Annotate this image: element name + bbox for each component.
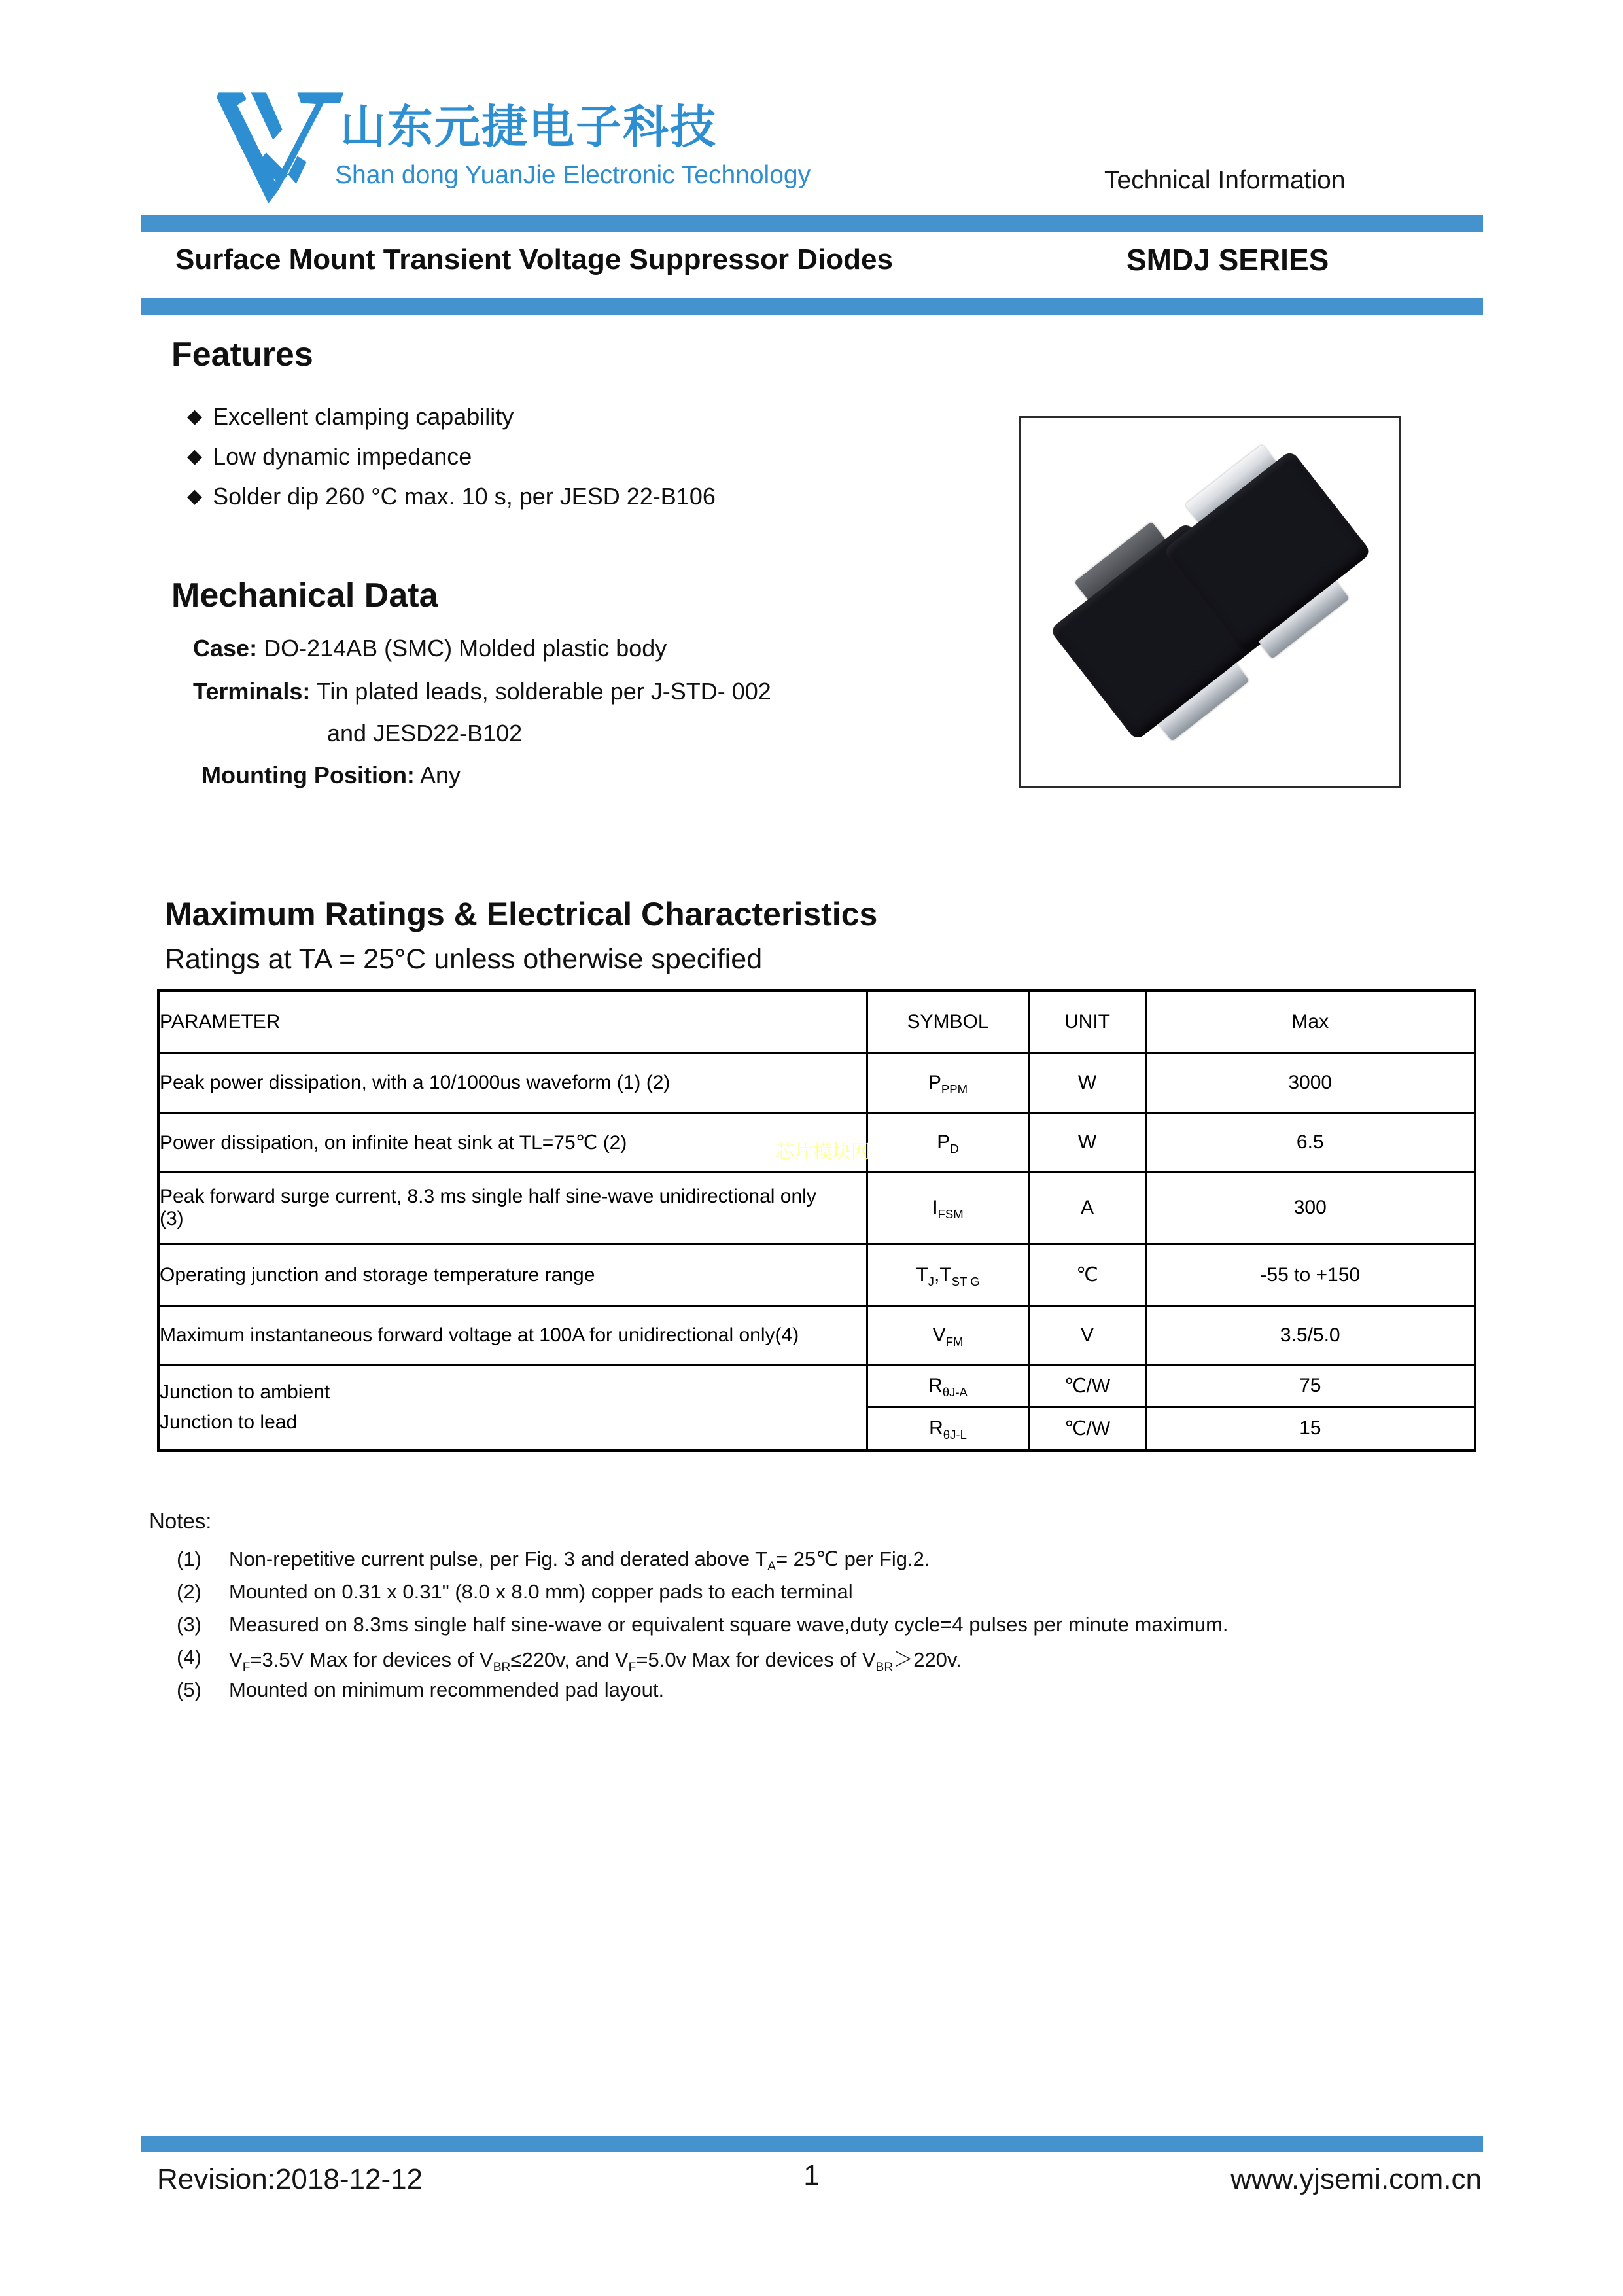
list-item [187,476,716,516]
series-title: SMDJ SERIES [1126,243,1329,277]
site-watermark: 芯片模块网 [775,1142,871,1163]
symbol-sub: J [928,1274,934,1288]
symbol-main: P [937,1131,951,1153]
cell-max: 6.5 [1145,1113,1475,1172]
table-row [158,1053,1475,1113]
company-name-english: Shan dong YuanJie Electronic Technology [335,161,811,189]
cell-unit: V [1029,1306,1145,1365]
cell-parameter: Operating junction and storage temperature range [158,1244,867,1306]
note-item [177,1641,1229,1674]
cell-max: 15 [1145,1407,1475,1451]
symbol-main: P [928,1072,941,1093]
col-header-unit: UNIT [1029,991,1145,1053]
table-row [158,1306,1475,1365]
ratings-heading: Maximum Ratings & Electrical Characteristics [165,896,878,932]
note-number: (1) [177,1547,201,1570]
symbol-sub: D [950,1142,959,1156]
symbol-main: I [932,1197,938,1218]
cell-symbol [867,1407,1029,1451]
cell-max: 3.5/5.0 [1145,1306,1475,1365]
diamond-bullet-icon: ◆ [187,446,203,467]
mech-terminals-line2: and JESD22-B102 [327,720,523,747]
feature-text: Excellent clamping capability [213,402,514,430]
notes-list [177,1543,1229,1706]
cell-unit: ℃ [1029,1244,1145,1306]
note-item [177,1674,1229,1706]
parameter-line2: Junction to lead [160,1411,298,1434]
doc-type-label: Technical Information [1104,166,1346,194]
footer-page-number: 1 [803,2159,820,2191]
diamond-bullet-icon: ◆ [187,406,203,427]
symbol-main: R [929,1417,943,1439]
symbol-sub: θJ-A [942,1385,968,1399]
symbol-main: ,T [934,1263,952,1286]
note-seg: Mounted on 0.31 x 0.31" (8.0 x 8.0 mm) copper pads to each terminal [229,1580,853,1603]
parameter-line1: Junction to ambient [160,1381,330,1404]
mech-case-value: DO-214AB (SMC) Molded plastic body [257,635,667,662]
col-header-parameter: PARAMETER [158,991,867,1053]
cell-parameter: Power dissipation, on infinite heat sink at TL=75℃ (2) [158,1113,867,1172]
mech-terminals-label: Terminals: [193,678,311,705]
note-text [229,1613,1229,1636]
parameter-line2: (3) [160,1208,184,1229]
note-item [177,1608,1229,1641]
cell-symbol [867,1306,1029,1365]
note-sub: A [767,1560,776,1574]
features-list [187,397,716,516]
symbol-sub: θJ-L [943,1428,967,1442]
cell-unit: W [1029,1053,1145,1113]
diamond-bullet-icon: ◆ [187,486,203,507]
mech-case-line [193,635,667,662]
feature-text: Solder dip 260 °C max. 10 s, per JESD 22-B106 [213,482,716,510]
mech-mounting-line [201,762,461,789]
cell-unit: ℃/W [1029,1407,1145,1451]
note-sub: F [242,1660,251,1674]
cell-max: 3000 [1145,1053,1475,1113]
parameter-line1: Peak forward surge current, 8.3 ms single half sine-wave unidirectional only [160,1186,816,1207]
cell-parameter: Maximum instantaneous forward voltage at 100A for unidirectional only(4) [158,1306,867,1365]
col-header-max: Max [1145,991,1475,1053]
list-item [187,436,716,476]
ratings-table [157,989,1476,1452]
symbol-sub: FSM [937,1207,964,1221]
yj-logo-icon [211,77,349,220]
note-seg: = 25℃ per Fig.2. [775,1547,930,1570]
note-seg: ≤220v, and V [510,1648,629,1671]
note-seg: =5.0v Max for devices of V [636,1648,876,1671]
cell-max: 300 [1145,1172,1475,1244]
col-header-symbol: SYMBOL [867,991,1029,1053]
cell-unit: A [1029,1172,1145,1244]
features-heading: Features [171,336,313,374]
note-number: (2) [177,1580,201,1603]
footer-revision: Revision:2018-12-12 [157,2163,423,2195]
mech-mounting-value: Any [414,762,461,788]
cell-unit: ℃/W [1029,1365,1145,1407]
mech-mounting-label: Mounting Position: [201,762,415,788]
footer-divider-bar [141,2136,1483,2152]
note-text [229,1678,664,1702]
note-sub: F [628,1660,637,1674]
note-text [229,1643,962,1672]
company-name-chinese: 山东元捷电子科技 [340,101,717,152]
symbol-sub: ST G [951,1274,980,1288]
cell-symbol [867,1244,1029,1306]
cell-unit: W [1029,1113,1145,1172]
cell-max: -55 to +150 [1145,1244,1475,1306]
cell-parameter [158,1365,867,1451]
ratings-subheading: Ratings at TA = 25°C unless otherwise specified [165,944,763,975]
cell-symbol [867,1053,1029,1113]
package-photo [1019,416,1401,788]
page-title: Surface Mount Transient Voltage Suppressor Diodes [175,243,893,275]
note-seg: V [229,1648,243,1671]
cell-max: 75 [1145,1365,1475,1407]
feature-text: Low dynamic impedance [213,442,472,470]
mech-terminals-value: Tin plated leads, solderable per J-STD- 002 [310,678,771,705]
note-sub: BR [493,1660,511,1674]
mech-case-label: Case: [193,635,258,662]
symbol-sub: FM [945,1335,964,1349]
table-row [158,1244,1475,1306]
symbol-main: T [916,1263,928,1286]
note-seg: Mounted on minimum recommended pad layout. [229,1678,665,1701]
note-text [229,1580,853,1604]
table-row [158,1365,1475,1407]
cell-parameter: Peak power dissipation, with a 10/1000us waveform (1) (2) [158,1053,867,1113]
cell-symbol [867,1172,1029,1244]
footer-website: www.yjsemi.com.cn [1230,2163,1482,2195]
symbol-sub: PPM [941,1082,968,1096]
note-number: (5) [177,1678,201,1701]
note-text [229,1547,930,1574]
list-item [187,397,716,436]
cell-parameter [158,1172,867,1244]
cell-symbol [867,1365,1029,1407]
cell-symbol [867,1113,1029,1172]
note-number: (3) [177,1613,201,1636]
table-row [158,1172,1475,1244]
notes-heading: Notes: [149,1509,212,1533]
note-seg: ＞220v. [893,1648,962,1671]
mech-terminals-line [193,678,771,705]
note-seg: Non-repetitive current pulse, per Fig. 3 and derated above T [229,1547,768,1570]
mechanical-heading: Mechanical Data [171,576,438,614]
note-seg: Measured on 8.3ms single half sine-wave or equivalent square wave,duty cycle=4 pulses per minute maximum. [229,1613,1229,1636]
note-item [177,1576,1229,1608]
note-sub: BR [875,1660,894,1674]
symbol-main: R [928,1375,943,1396]
title-divider-bar [141,298,1483,315]
note-seg: =3.5V Max for devices of V [250,1648,493,1671]
header-divider-bar [141,215,1483,232]
symbol-main: V [932,1324,946,1346]
note-number: (4) [177,1646,201,1669]
note-item [177,1543,1229,1576]
table-header-row [158,991,1475,1053]
